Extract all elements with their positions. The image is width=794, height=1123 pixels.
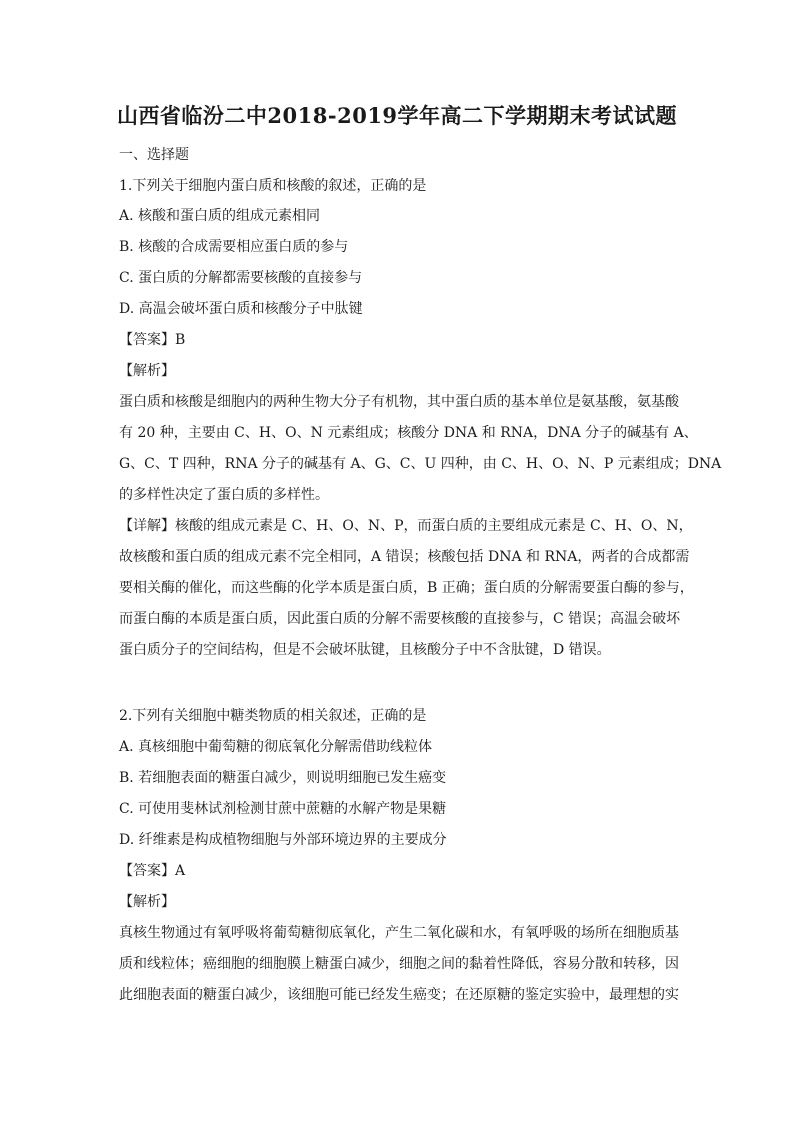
question-1-option-d: D. 高温会破坏蛋白质和核酸分子中肽键	[119, 301, 363, 317]
page-title: 山西省临汾二中2018-2019学年高二下学期期末考试试题	[116, 103, 678, 128]
question-1-detail-line: 要相关酶的催化，而这些酶的化学本质是蛋白质，B 正确；蛋白质的分解需要蛋白酶的参与，	[119, 580, 694, 596]
question-1-analysis-line: 的多样性决定了蛋白质的多样性。	[119, 487, 329, 503]
question-2-analysis-label: 【解析】	[119, 894, 175, 910]
question-1-detail-line: 【详解】核酸的组成元素是 C、H、O、N、P，而蛋白质的主要组成元素是 C、H、O、N，	[119, 518, 693, 534]
question-1-answer: 【答案】B	[119, 332, 186, 348]
question-1-option-c: C. 蛋白质的分解都需要核酸的直接参与	[119, 270, 363, 286]
question-2-option-d: D. 纤维素是构成植物细胞与外部环境边界的主要成分	[119, 832, 447, 848]
question-1-analysis-label: 【解析】	[119, 363, 175, 379]
question-1-detail-line: 故核酸和蛋白质的组成元素不完全相同，A 错误；核酸包括 DNA 和 RNA，两者的合成都需	[119, 549, 690, 565]
question-1-analysis-line: 有 20 种，主要由 C、H、O、N 元素组成；核酸分 DNA 和 RNA，DNA 分子的碱基有 A、	[119, 425, 698, 441]
question-2-option-c: C. 可使用斐林试剂检测甘蔗中蔗糖的水解产物是果糖	[119, 801, 447, 817]
question-2-analysis-line: 质和线粒体；癌细胞的细胞膜上糖蛋白减少，细胞之间的黏着性降低，容易分散和转移，因	[119, 956, 679, 972]
question-2-analysis-line: 真核生物通过有氧呼吸将葡萄糖彻底氧化，产生二氧化碳和水，有氧呼吸的场所在细胞质基	[119, 925, 679, 941]
section-heading: 一、选择题	[119, 147, 189, 163]
question-2-option-a: A. 真核细胞中葡萄糖的彻底氧化分解需借助线粒体	[119, 739, 433, 755]
question-1-analysis-line: 蛋白质和核酸是细胞内的两种生物大分子有机物，其中蛋白质的基本单位是氨基酸，氨基酸	[119, 394, 679, 410]
question-1-option-b: B. 核酸的合成需要相应蛋白质的参与	[119, 239, 349, 255]
question-1-detail-line: 蛋白质分子的空间结构，但是不会破坏肽键，且核酸分子中不含肽键，D 错误。	[119, 642, 611, 658]
question-1-stem: 1.下列关于细胞内蛋白质和核酸的叙述，正确的是	[119, 178, 427, 194]
question-2-option-b: B. 若细胞表面的糖蛋白减少，则说明细胞已发生癌变	[119, 770, 447, 786]
question-2-stem: 2.下列有关细胞中糖类物质的相关叙述，正确的是	[119, 708, 427, 724]
question-1-analysis-line: G、C、T 四种，RNA 分子的碱基有 A、G、C、U 四种，由 C、H、O、N、P 元素组成；DNA	[119, 456, 722, 472]
question-2-analysis-line: 此细胞表面的糖蛋白减少，该细胞可能已经发生癌变；在还原糖的鉴定实验中，最理想的实	[119, 987, 679, 1003]
question-2-answer: 【答案】A	[119, 863, 186, 879]
question-1-option-a: A. 核酸和蛋白质的组成元素相同	[119, 208, 321, 224]
question-1-detail-line: 而蛋白酶的本质是蛋白质，因此蛋白质的分解不需要核酸的直接参与，C 错误；高温会破坏	[119, 611, 681, 627]
